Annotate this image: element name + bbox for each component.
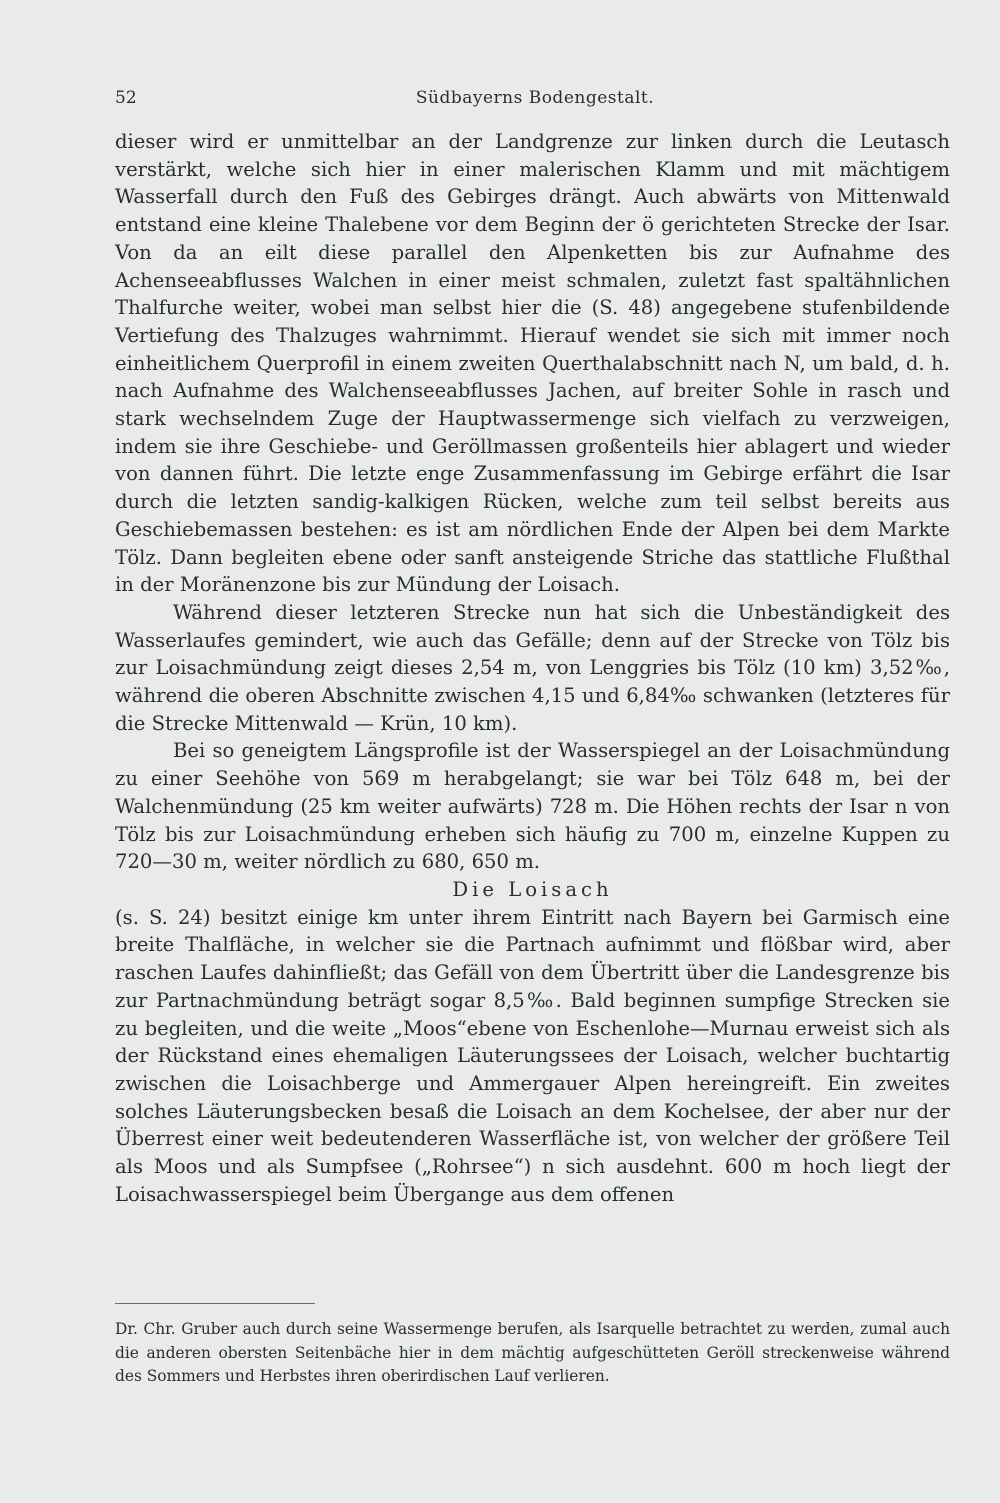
body-text <box>115 128 950 1208</box>
paragraph-isar-course: dieser wird er unmittelbar an der Landgrenze zur linken durch die Leutasch verstärkt, welche sich hier in einer malerischen Klamm und mit mächtigem Wasserfall durch den Fuß des Gebirges drängt. Auch abwärts von Mittenwald entstand eine kleine Thalebene vor dem Beginn der ö gerichteten Strecke der Isar. Von da an eilt diese parallel den Alpenketten bis zur Aufnahme des Achenseeabflusses Walchen in einer meist schmalen, zuletzt fast spaltähnlichen Thalfurche weiter, wobei man selbst hier die (S. 48) angegebene stufenbildende Vertiefung des Thalzuges wahrnimmt. Hierauf wendet sie sich mit immer noch einheitlichem Querprofil in einem zweiten Querthalabschnitt nach N, um bald, d. h. nach Aufnahme des Walchenseeabflusses Jachen, auf breiter Sohle in rasch und stark wechselndem Zuge der Hauptwassermenge sich vielfach zu verzweigen, indem sie ihre Geschiebe- und Geröllmassen großenteils hier ablagert und wieder von dannen führt. Die letzte enge Zusammenfassung im Gebirge erfährt die Isar durch die letzten sandig-kalkigen Rücken, welche zum teil selbst bereits aus Geschiebemassen bestehen: es ist am nördlichen Ende der Alpen bei dem Markte Tölz. Dann begleiten ebene oder sanft ansteigende Striche das stattliche Flußthal in der Moränenzone bis zur Mündung der Loisach. <box>115 130 950 597</box>
section-heading-loisach: Die Loisach <box>452 877 613 901</box>
paragraph-gradient: Während dieser letzteren Strecke nun hat sich die Unbeständigkeit des Wasserlaufes gemindert, wie auch das Gefälle; denn auf der Strecke von Tölz bis zur Loisachmündung zeigt dieses 2,54 m, von Lenggries bis Tölz (10 km) 3,52‰, während die oberen Abschnitte zwischen 4,15 und 6,84‰ schwanken (letzteres für die Strecke Mittenwald — Krün, 10 km). <box>115 600 950 735</box>
running-title: Südbayerns Bodengestalt. <box>415 88 655 108</box>
page-number: 52 <box>115 88 137 108</box>
paragraph-elevation: Bei so geneigtem Längsprofile ist der Wasserspiegel an der Loisachmündung zu einer Seehöhe von 569 m herabgelangt; sie war bei Tölz 648 m, bei der Walchenmündung (25 km weiter aufwärts) 728 m. Die Höhen rechts der Isar n von Tölz bis zur Loisachmündung erheben sich häufig zu 700 m, einzelne Kuppen zu 720—30 m, weiter nördlich zu 680, 650 m. <box>115 739 950 874</box>
footnote <box>115 1318 950 1389</box>
footnote-divider <box>115 1303 315 1304</box>
paragraph-loisach: (s. S. 24) besitzt einige km unter ihrem Eintritt nach Bayern bei Garmisch eine breite Thalfläche, in welcher sie die Partnach aufnimmt und flößbar wird, aber raschen Laufes dahinfließt; das Gefäll von dem Übertritt über die Landesgrenze bis zur Partnachmündung beträgt sogar 8,5‰. Bald beginnen sumpfige Strecken sie zu begleiten, und die weite „Moos“ebene von Eschenlohe—Murnau erweist sich als der Rückstand eines ehemaligen Läuterungssees der Loisach, welcher buchtartig zwischen die Loisachberge und Ammergauer Alpen hereingreift. Ein zweites solches Läuterungsbecken besaß die Loisach an dem Kochelsee, der aber nur der Überrest einer weit bedeutenderen Wasserfläche ist, von welcher der größere Teil als Moos und als Sumpfsee („Rohrsee“) n sich ausdehnt. 600 m hoch liegt der Loisachwasserspiegel beim Übergange aus dem offenen <box>115 905 950 1206</box>
page-header <box>115 84 950 114</box>
footnote-text: Dr. Chr. Gruber auch durch seine Wassermenge berufen, als Isarquelle betrachtet zu werden, zumal auch die anderen obersten Seitenbäche hier in dem mächtig aufgeschütteten Geröll streckenweise während des Sommers und Herbstes ihren oberirdischen Lauf verlieren. <box>115 1320 950 1385</box>
